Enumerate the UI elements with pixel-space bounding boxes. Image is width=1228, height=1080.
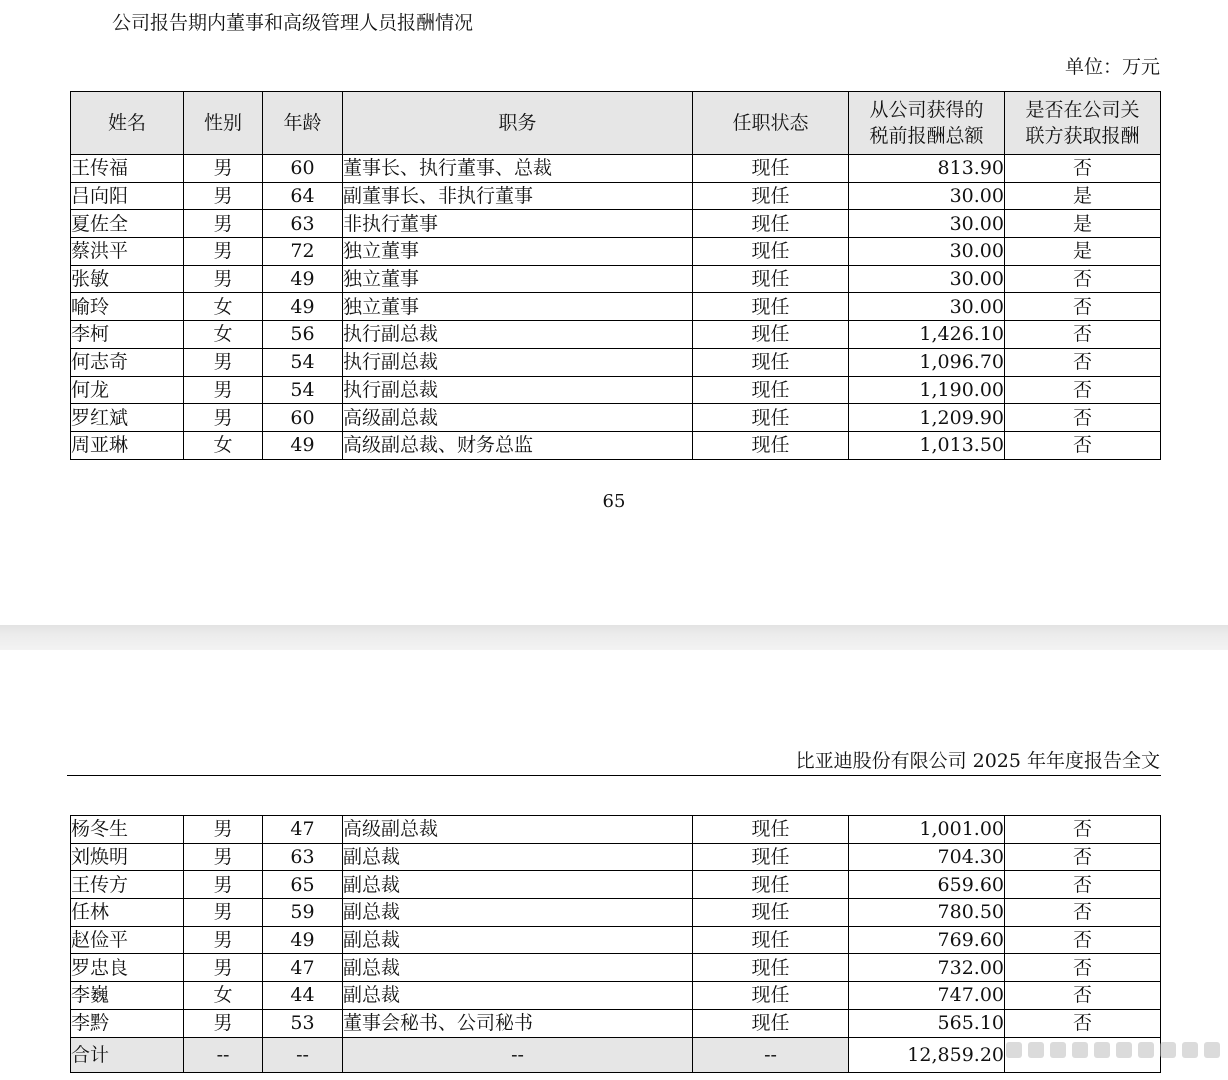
total-position: -- xyxy=(343,1037,693,1072)
cell-related: 否 xyxy=(1005,348,1161,376)
cell-position: 独立董事 xyxy=(343,238,693,266)
cell-status: 现任 xyxy=(693,376,849,404)
cell-name: 赵俭平 xyxy=(71,926,184,954)
cell-name: 王传方 xyxy=(71,871,184,899)
cell-age: 64 xyxy=(263,182,343,210)
cell-pay: 565.10 xyxy=(849,1009,1005,1037)
cell-name: 李巍 xyxy=(71,982,184,1010)
report-running-header: 比亚迪股份有限公司 2025 年年度报告全文 xyxy=(795,750,1160,772)
compensation-table-page1 xyxy=(70,91,1161,460)
cell-status: 现任 xyxy=(693,926,849,954)
table-row xyxy=(71,404,1161,432)
cell-name: 周亚琳 xyxy=(71,431,184,459)
cell-age: 60 xyxy=(263,155,343,183)
header-related-line2: 联方获取报酬 xyxy=(1025,125,1140,147)
cell-pay: 30.00 xyxy=(849,182,1005,210)
cell-gender: 男 xyxy=(184,348,263,376)
cell-position: 副总裁 xyxy=(343,982,693,1010)
cell-pay: 30.00 xyxy=(849,265,1005,293)
table-row xyxy=(71,348,1161,376)
cell-pay: 30.00 xyxy=(849,238,1005,266)
cell-age: 53 xyxy=(263,1009,343,1037)
cell-position: 执行副总裁 xyxy=(343,376,693,404)
cell-related: 否 xyxy=(1005,899,1161,927)
table-row xyxy=(71,843,1161,871)
cell-position: 执行副总裁 xyxy=(343,348,693,376)
cell-name: 李黔 xyxy=(71,1009,184,1037)
table-row xyxy=(71,926,1161,954)
cell-gender: 男 xyxy=(184,899,263,927)
page-number: 65 xyxy=(602,491,626,512)
unit-label: 单位：万元 xyxy=(1064,56,1160,78)
header-status: 任职状态 xyxy=(693,92,849,155)
cell-position: 副总裁 xyxy=(343,926,693,954)
cell-related: 否 xyxy=(1005,376,1161,404)
cell-position: 副总裁 xyxy=(343,899,693,927)
watermark-mark xyxy=(1138,1042,1154,1058)
cell-position: 高级副总裁 xyxy=(343,816,693,844)
cell-gender: 男 xyxy=(184,182,263,210)
cell-related: 否 xyxy=(1005,1009,1161,1037)
cell-related: 否 xyxy=(1005,404,1161,432)
cell-name: 任林 xyxy=(71,899,184,927)
header-position: 职务 xyxy=(343,92,693,155)
cell-pay: 732.00 xyxy=(849,954,1005,982)
header-rule xyxy=(67,775,1161,776)
cell-position: 高级副总裁、财务总监 xyxy=(343,431,693,459)
header-pay xyxy=(849,92,1005,155)
watermark xyxy=(996,1034,1220,1066)
cell-pay: 747.00 xyxy=(849,982,1005,1010)
cell-status: 现任 xyxy=(693,871,849,899)
cell-gender: 男 xyxy=(184,210,263,238)
cell-age: 47 xyxy=(263,816,343,844)
cell-status: 现任 xyxy=(693,265,849,293)
cell-age: 49 xyxy=(263,293,343,321)
watermark-mark xyxy=(1028,1042,1044,1058)
cell-status: 现任 xyxy=(693,293,849,321)
cell-position: 独立董事 xyxy=(343,293,693,321)
cell-position: 高级副总裁 xyxy=(343,404,693,432)
cell-age: 47 xyxy=(263,954,343,982)
header-gender: 性别 xyxy=(184,92,263,155)
cell-related: 是 xyxy=(1005,238,1161,266)
cell-position: 副总裁 xyxy=(343,843,693,871)
cell-gender: 男 xyxy=(184,816,263,844)
watermark-mark xyxy=(1204,1042,1220,1058)
cell-gender: 女 xyxy=(184,982,263,1010)
cell-position: 董事长、执行董事、总裁 xyxy=(343,155,693,183)
cell-related: 否 xyxy=(1005,155,1161,183)
cell-pay: 704.30 xyxy=(849,843,1005,871)
cell-gender: 男 xyxy=(184,954,263,982)
cell-related: 是 xyxy=(1005,210,1161,238)
cell-name: 王传福 xyxy=(71,155,184,183)
cell-age: 54 xyxy=(263,348,343,376)
table-body-page2 xyxy=(71,816,1161,1038)
cell-pay: 1,096.70 xyxy=(849,348,1005,376)
cell-pay: 1,190.00 xyxy=(849,376,1005,404)
cell-age: 60 xyxy=(263,404,343,432)
cell-status: 现任 xyxy=(693,843,849,871)
cell-related: 否 xyxy=(1005,816,1161,844)
cell-related: 否 xyxy=(1005,321,1161,349)
cell-age: 54 xyxy=(263,376,343,404)
cell-name: 张敏 xyxy=(71,265,184,293)
cell-status: 现任 xyxy=(693,431,849,459)
cell-status: 现任 xyxy=(693,321,849,349)
cell-position: 独立董事 xyxy=(343,265,693,293)
cell-pay: 780.50 xyxy=(849,899,1005,927)
header-pay-line1: 从公司获得的 xyxy=(869,99,984,121)
table-row xyxy=(71,238,1161,266)
table-row xyxy=(71,431,1161,459)
cell-name: 罗红斌 xyxy=(71,404,184,432)
header-related xyxy=(1005,92,1161,155)
cell-gender: 男 xyxy=(184,238,263,266)
cell-name: 蔡洪平 xyxy=(71,238,184,266)
cell-name: 李柯 xyxy=(71,321,184,349)
cell-pay: 30.00 xyxy=(849,293,1005,321)
table-body-page1 xyxy=(71,155,1161,460)
header-name: 姓名 xyxy=(71,92,184,155)
cell-name: 吕向阳 xyxy=(71,182,184,210)
table-row xyxy=(71,899,1161,927)
table-row xyxy=(71,321,1161,349)
cell-status: 现任 xyxy=(693,155,849,183)
total-pay: 12,859.20 xyxy=(849,1037,1005,1072)
cell-related: 否 xyxy=(1005,843,1161,871)
table-header-row xyxy=(71,92,1161,155)
cell-status: 现任 xyxy=(693,238,849,266)
cell-related: 否 xyxy=(1005,954,1161,982)
cell-position: 副总裁 xyxy=(343,954,693,982)
total-age: -- xyxy=(263,1037,343,1072)
table-row xyxy=(71,816,1161,844)
cell-age: 63 xyxy=(263,210,343,238)
cell-related: 否 xyxy=(1005,431,1161,459)
cell-status: 现任 xyxy=(693,816,849,844)
cell-gender: 男 xyxy=(184,871,263,899)
cell-gender: 女 xyxy=(184,431,263,459)
table-row xyxy=(71,1009,1161,1037)
cell-gender: 男 xyxy=(184,376,263,404)
cell-gender: 男 xyxy=(184,1009,263,1037)
cell-related: 否 xyxy=(1005,293,1161,321)
cell-related: 否 xyxy=(1005,926,1161,954)
cell-related: 否 xyxy=(1005,265,1161,293)
cell-age: 49 xyxy=(263,265,343,293)
header-pay-line2: 税前报酬总额 xyxy=(869,125,984,147)
cell-name: 罗忠良 xyxy=(71,954,184,982)
cell-age: 59 xyxy=(263,899,343,927)
cell-age: 63 xyxy=(263,843,343,871)
cell-pay: 813.90 xyxy=(849,155,1005,183)
cell-age: 72 xyxy=(263,238,343,266)
cell-related: 是 xyxy=(1005,182,1161,210)
table-row xyxy=(71,210,1161,238)
watermark-mark xyxy=(1094,1042,1110,1058)
cell-pay: 1,426.10 xyxy=(849,321,1005,349)
cell-gender: 女 xyxy=(184,321,263,349)
cell-position: 副总裁 xyxy=(343,871,693,899)
cell-pay: 769.60 xyxy=(849,926,1005,954)
cell-gender: 男 xyxy=(184,843,263,871)
cell-pay: 1,001.00 xyxy=(849,816,1005,844)
table-row xyxy=(71,954,1161,982)
section-title: 公司报告期内董事和高级管理人员报酬情况 xyxy=(112,12,474,34)
cell-gender: 男 xyxy=(184,926,263,954)
cell-name: 何志奇 xyxy=(71,348,184,376)
cell-name: 夏佐全 xyxy=(71,210,184,238)
watermark-mark xyxy=(1072,1042,1088,1058)
page-separator xyxy=(0,625,1228,650)
table-row xyxy=(71,376,1161,404)
table-row xyxy=(71,155,1161,183)
total-label: 合计 xyxy=(71,1037,184,1072)
cell-age: 65 xyxy=(263,871,343,899)
cell-age: 56 xyxy=(263,321,343,349)
cell-position: 非执行董事 xyxy=(343,210,693,238)
watermark-mark xyxy=(1050,1042,1066,1058)
cell-age: 44 xyxy=(263,982,343,1010)
cell-status: 现任 xyxy=(693,1009,849,1037)
cell-status: 现任 xyxy=(693,404,849,432)
cell-age: 49 xyxy=(263,926,343,954)
table-row xyxy=(71,265,1161,293)
table-row xyxy=(71,293,1161,321)
cell-status: 现任 xyxy=(693,899,849,927)
cell-related: 否 xyxy=(1005,871,1161,899)
cell-position: 执行副总裁 xyxy=(343,321,693,349)
cell-position: 副董事长、非执行董事 xyxy=(343,182,693,210)
cell-gender: 男 xyxy=(184,404,263,432)
cell-gender: 女 xyxy=(184,293,263,321)
cell-gender: 男 xyxy=(184,265,263,293)
cell-name: 杨冬生 xyxy=(71,816,184,844)
cell-name: 喻玲 xyxy=(71,293,184,321)
cell-age: 49 xyxy=(263,431,343,459)
cell-position: 董事会秘书、公司秘书 xyxy=(343,1009,693,1037)
cell-status: 现任 xyxy=(693,210,849,238)
cell-status: 现任 xyxy=(693,954,849,982)
watermark-mark xyxy=(1116,1042,1132,1058)
table-row xyxy=(71,982,1161,1010)
cell-pay: 1,209.90 xyxy=(849,404,1005,432)
cell-pay: 30.00 xyxy=(849,210,1005,238)
cell-name: 何龙 xyxy=(71,376,184,404)
header-related-line1: 是否在公司关 xyxy=(1025,99,1140,121)
watermark-mark xyxy=(1006,1042,1022,1058)
cell-name: 刘焕明 xyxy=(71,843,184,871)
table-row xyxy=(71,182,1161,210)
total-status: -- xyxy=(693,1037,849,1072)
cell-pay: 659.60 xyxy=(849,871,1005,899)
header-age: 年龄 xyxy=(263,92,343,155)
table-row xyxy=(71,871,1161,899)
cell-status: 现任 xyxy=(693,982,849,1010)
total-gender: -- xyxy=(184,1037,263,1072)
cell-pay: 1,013.50 xyxy=(849,431,1005,459)
cell-status: 现任 xyxy=(693,348,849,376)
watermark-mark xyxy=(1160,1042,1176,1058)
cell-gender: 男 xyxy=(184,155,263,183)
cell-related: 否 xyxy=(1005,982,1161,1010)
cell-status: 现任 xyxy=(693,182,849,210)
watermark-mark xyxy=(1182,1042,1198,1058)
